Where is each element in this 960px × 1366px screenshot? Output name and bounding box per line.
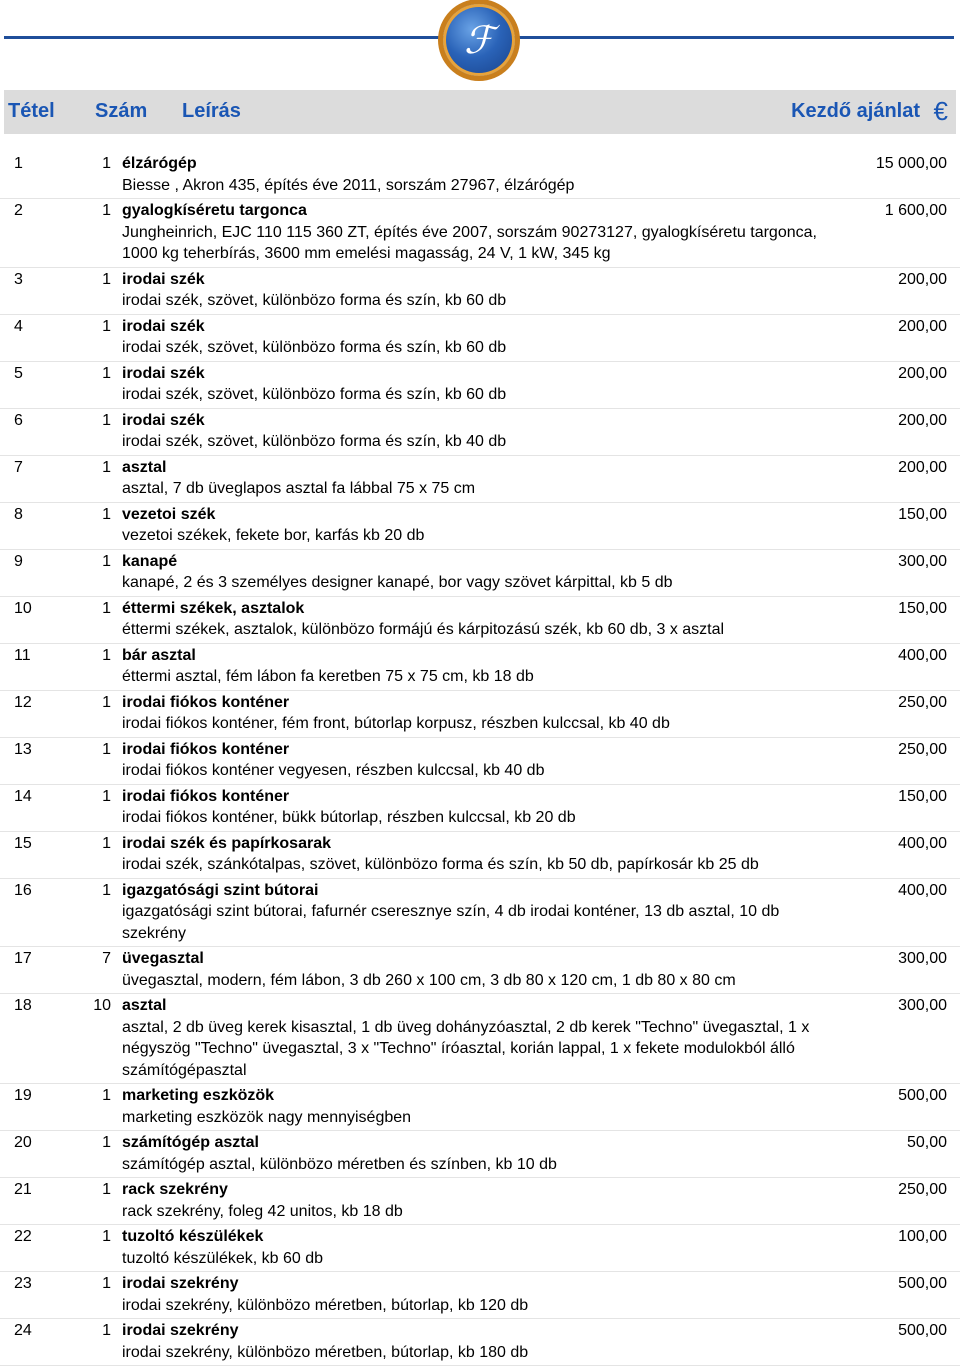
item-description: marketing eszközök nagy mennyiségben: [122, 1108, 412, 1126]
item-quantity: 1: [102, 317, 111, 335]
item-description-block: [122, 316, 842, 359]
item-quantity: 1: [102, 270, 111, 288]
item-price: 500,00: [898, 1275, 947, 1292]
item-quantity: 1: [102, 411, 111, 429]
item-quantity: 1: [102, 1228, 111, 1245]
item-number: 2: [14, 202, 23, 219]
list-item: [0, 503, 960, 550]
item-description: Jungheinrich, EJC 110 115 360 ZT, építés éve 2007, sorszám 90273127, gyalogkíséretu targonca, 1000 kg teherbírás, 3600 mm emelési magasság, 24 V, 1 kW, 345 kg: [122, 223, 817, 262]
item-description-block: [122, 504, 842, 547]
item-description: irodai szék, szövet, különbözo forma és szín, kb 60 db: [122, 292, 507, 309]
item-quantity: 1: [102, 1322, 111, 1339]
item-title: számítógép asztal: [122, 1134, 259, 1151]
column-header: [4, 90, 956, 134]
item-quantity: 1: [102, 1275, 111, 1292]
item-description-block: [122, 833, 842, 876]
item-number: 22: [14, 1228, 32, 1245]
item-price: 15 000,00: [875, 155, 947, 172]
item-price: 250,00: [898, 740, 947, 758]
item-price: 500,00: [898, 1322, 947, 1339]
item-price: 300,00: [898, 997, 947, 1014]
item-number: 19: [14, 1087, 32, 1104]
item-number: 23: [14, 1275, 32, 1292]
logo-glyph-icon: ℱ: [464, 18, 494, 62]
list-item: [0, 691, 960, 738]
item-description-block: [122, 880, 842, 945]
item-number: 13: [14, 740, 32, 758]
item-quantity: 1: [102, 1181, 111, 1198]
item-quantity: 1: [102, 693, 111, 711]
item-number: 21: [14, 1181, 32, 1198]
item-title: irodai szekrény: [122, 1275, 239, 1292]
list-item: [0, 1084, 960, 1131]
item-price: 200,00: [898, 317, 947, 335]
item-title: irodai szék és papírkosarak: [122, 834, 331, 852]
item-description: irodai fiókos konténer vegyesen, részben kulccsal, kb 40 db: [122, 762, 545, 779]
item-number: 14: [14, 787, 32, 805]
item-price: 150,00: [898, 599, 947, 617]
item-number: 15: [14, 834, 32, 852]
header-szam: Szám: [95, 100, 148, 122]
item-title: irodai fiókos konténer: [122, 693, 290, 711]
item-description: vezetoi székek, fekete bor, karfás kb 20 db: [122, 527, 425, 544]
item-quantity: 1: [102, 364, 111, 382]
item-quantity: 1: [102, 1087, 111, 1104]
item-number: 11: [14, 646, 31, 664]
item-number: 10: [14, 599, 32, 617]
list-item: [0, 947, 960, 994]
item-title: vezetoi szék: [122, 505, 216, 523]
item-quantity: 10: [93, 997, 111, 1014]
item-quantity: 1: [102, 1134, 111, 1151]
item-price: 400,00: [898, 646, 947, 664]
item-description-block: [122, 551, 842, 594]
item-quantity: 7: [102, 950, 111, 967]
item-description: tuzoltó készülékek, kb 60 db: [122, 1249, 324, 1267]
list-item: [0, 1272, 960, 1319]
item-title: élzárógép: [122, 155, 197, 172]
item-number: 4: [14, 317, 23, 335]
page-banner: [0, 0, 960, 80]
item-description: irodai szék, szövet, különbözo forma és szín, kb 60 db: [122, 386, 507, 403]
item-title: igazgatósági szint bútorai: [122, 881, 319, 899]
item-quantity: 1: [102, 599, 111, 617]
item-number: 20: [14, 1134, 32, 1151]
item-quantity: 1: [102, 740, 111, 758]
item-title: irodai fiókos konténer: [122, 740, 290, 758]
item-number: 6: [14, 411, 23, 429]
item-title: irodai szék: [122, 411, 205, 429]
item-description-block: [122, 1226, 842, 1269]
item-title: éttermi székek, asztalok: [122, 599, 305, 617]
item-price: 50,00: [906, 1134, 947, 1151]
item-description: kanapé, 2 és 3 személyes designer kanapé, bor vagy szövet kárpittal, kb 5 db: [122, 574, 673, 591]
item-description: irodai fiókos konténer, fém front, bútorlap korpusz, részben kulccsal, kb 40 db: [122, 715, 670, 732]
item-title: gyalogkíséretu targonca: [122, 202, 307, 219]
item-number: 16: [14, 881, 32, 899]
item-price: 300,00: [898, 552, 947, 570]
list-item: [0, 1131, 960, 1178]
item-title: irodai szék: [122, 317, 205, 335]
item-description-block: [122, 786, 842, 829]
item-quantity: 1: [102, 787, 111, 805]
item-number: 9: [14, 552, 23, 570]
item-list: [0, 152, 960, 1366]
item-title: üvegasztal: [122, 950, 204, 967]
item-quantity: 1: [102, 646, 111, 664]
item-description-block: [122, 200, 842, 265]
item-price: 1 600,00: [884, 202, 947, 219]
item-title: rack szekrény: [122, 1181, 228, 1198]
item-description-block: [122, 598, 842, 641]
item-number: 5: [14, 364, 23, 382]
list-item: [0, 785, 960, 832]
list-item: [0, 832, 960, 879]
item-description: üvegasztal, modern, fém lábon, 3 db 260 x 100 cm, 3 db 80 x 120 cm, 1 db 80 x 80 cm: [122, 971, 736, 989]
item-description: irodai szék, szánkótalpas, szövet, különbözo forma és szín, kb 50 db, papírkosár kb 25 db: [122, 856, 759, 873]
item-description: irodai szekrény, különbözo méretben, bútorlap, kb 120 db: [122, 1296, 529, 1314]
item-title: marketing eszközök: [122, 1087, 275, 1104]
item-quantity: 1: [102, 155, 111, 172]
item-description-block: [122, 153, 842, 196]
item-price: 200,00: [898, 458, 947, 476]
euro-icon: €: [933, 96, 948, 126]
list-item: [0, 1319, 960, 1366]
item-title: bár asztal: [122, 646, 196, 664]
item-price: 300,00: [898, 950, 947, 967]
item-title: irodai fiókos konténer: [122, 787, 290, 805]
list-item: [0, 1225, 960, 1272]
item-description: asztal, 7 db üveglapos asztal fa lábbal 75 x 75 cm: [122, 480, 476, 497]
item-price: 200,00: [898, 364, 947, 382]
item-description-block: [122, 457, 842, 500]
item-quantity: 1: [102, 552, 111, 570]
list-item: [0, 994, 960, 1084]
item-price: 150,00: [898, 787, 947, 805]
item-description-block: [122, 1179, 842, 1222]
list-item: [0, 456, 960, 503]
item-description-block: [122, 1132, 842, 1175]
item-quantity: 1: [102, 505, 111, 523]
list-item: [0, 362, 960, 409]
item-description: rack szekrény, foleg 42 unitos, kb 18 db: [122, 1202, 403, 1220]
item-description-block: [122, 1320, 842, 1363]
item-description-block: [122, 739, 842, 782]
item-title: asztal: [122, 997, 167, 1014]
company-logo: [443, 4, 515, 76]
item-price: 100,00: [898, 1228, 947, 1245]
item-number: 24: [14, 1322, 32, 1339]
item-price: 400,00: [898, 834, 947, 852]
item-title: irodai szék: [122, 270, 205, 288]
item-price: 250,00: [898, 1181, 947, 1198]
list-item: [0, 409, 960, 456]
item-price: 200,00: [898, 411, 947, 429]
item-description: irodai szék, szövet, különbözo forma és szín, kb 40 db: [122, 433, 507, 450]
item-number: 1: [14, 155, 23, 172]
item-title: kanapé: [122, 552, 178, 570]
list-item: [0, 152, 960, 199]
list-item: [0, 644, 960, 691]
item-price: 250,00: [898, 693, 947, 711]
item-description-block: [122, 692, 842, 735]
item-description: irodai fiókos konténer, bükk bútorlap, részben kulccsal, kb 20 db: [122, 809, 576, 826]
item-number: 8: [14, 505, 23, 523]
item-quantity: 1: [102, 881, 111, 899]
item-description: irodai szék, szövet, különbözo forma és szín, kb 60 db: [122, 339, 507, 356]
item-number: 3: [14, 270, 23, 288]
list-item: [0, 1178, 960, 1225]
item-description-block: [122, 363, 842, 406]
item-description: Biesse , Akron 435, építés éve 2011, sorszám 27967, élzárógép: [122, 176, 575, 194]
item-number: 12: [14, 693, 32, 711]
item-title: irodai szék: [122, 364, 205, 382]
item-number: 17: [14, 950, 32, 967]
list-item: [0, 738, 960, 785]
list-item: [0, 597, 960, 644]
item-description: számítógép asztal, különbözo méretben és színben, kb 10 db: [122, 1155, 557, 1173]
item-description: irodai szekrény, különbözo méretben, bútorlap, kb 180 db: [122, 1343, 529, 1361]
item-description: igazgatósági szint bútorai, fafurnér cseresznye szín, 4 db irodai konténer, 13 db asztal, 10 db szekrény: [122, 903, 780, 942]
item-description-block: [122, 948, 842, 991]
list-item: [0, 268, 960, 315]
item-description: éttermi székek, asztalok, különbözo formájú és kárpitozású szék, kb 60 db, 3 x asztal: [122, 621, 725, 638]
item-description-block: [122, 269, 842, 312]
item-number: 7: [14, 458, 23, 476]
item-title: asztal: [122, 458, 167, 476]
header-tetel: Tétel: [8, 100, 55, 122]
list-item: [0, 199, 960, 268]
item-title: tuzoltó készülékek: [122, 1228, 264, 1245]
item-description-block: [122, 995, 842, 1081]
item-number: 18: [14, 997, 32, 1014]
list-item: [0, 315, 960, 362]
item-price: 200,00: [898, 270, 947, 288]
item-quantity: 1: [102, 202, 111, 219]
item-description-block: [122, 1085, 842, 1128]
item-price: 500,00: [898, 1087, 947, 1104]
item-quantity: 1: [102, 458, 111, 476]
header-leiras: Leírás: [182, 100, 241, 122]
header-kezdo-ajanlat: Kezdő ajánlat: [791, 100, 920, 122]
item-description-block: [122, 645, 842, 688]
item-description: asztal, 2 db üveg kerek kisasztal, 1 db üveg dohányzóasztal, 2 db kerek "Techno" üvegasztal, 1 x négyszög "Techno" üvegasztal, 3 x "Techno" íróasztal, korián lappal, 1 x fekete modulokból álló számítógépasztal: [122, 1018, 810, 1079]
item-price: 150,00: [898, 505, 947, 523]
item-quantity: 1: [102, 834, 111, 852]
item-title: irodai szekrény: [122, 1322, 239, 1339]
item-description: éttermi asztal, fém lábon fa keretben 75 x 75 cm, kb 18 db: [122, 668, 534, 685]
item-description-block: [122, 410, 842, 453]
list-item: [0, 879, 960, 948]
item-price: 400,00: [898, 881, 947, 899]
item-description-block: [122, 1273, 842, 1316]
list-item: [0, 550, 960, 597]
